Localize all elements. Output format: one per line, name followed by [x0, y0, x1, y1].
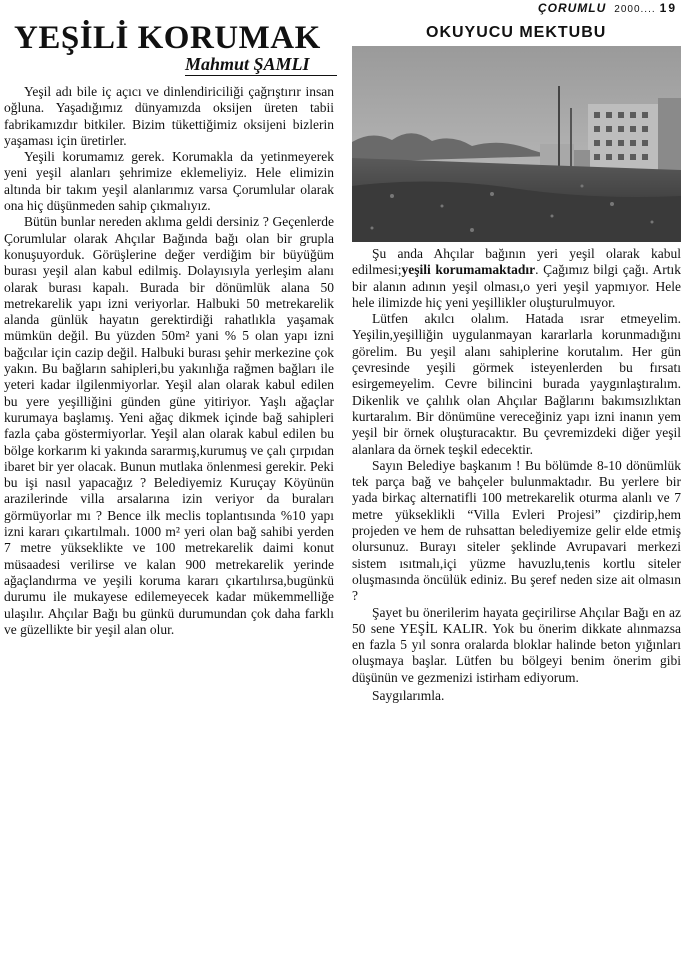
issue-year: 2000.... [614, 4, 656, 15]
article-photo [352, 46, 681, 242]
article-author: Mahmut ŞAMLI [185, 54, 310, 74]
paragraph-text: . Çağımız bilgi çağı. Artık bir alanın adının yeşil olması,o yeri yeşil yapmıyor. Hele hele ilimizde hiç yeni yeşillikler oluşturulmuyor. [352, 262, 681, 310]
body-paragraph: Yeşili korumamız gerek. Korumakla da yetinmeyerek yeni yeşil alanları şehrimize eklemeliyiz. Hele elimizin altında bir takım yeşil alanlarımız varsa Çorumlular olarak ona hiç düşünmeden sahip çıkmalıyız. [4, 149, 334, 214]
section-heading: OKUYUCU MEKTUBU [426, 24, 607, 41]
body-paragraph: Sayın Belediye başkanım ! Bu bölümde 8-10 dönümlük tek parça bağ ve bahçeler bulunmaktadır. Bu yerlere bir yada birkaç alternatifli 100 metrekarelik oturma alanlı ve 7 metre yükseklikli “Villa Evleri Projesi” çizdirip,hem projeden ve hem de ruhsattan belediyemize gelir elde etmiş olursunuz. Burayı siteler şeklinde Avrupavari merkezi sistem ısıtmalı,içi yüzme havuzlu,tenis kortlu siteler oluşmasında öncülük ediniz. Bu şeref neden size ait olmasın ? [352, 457, 681, 604]
body-paragraph: Bütün bunlar nereden aklıma geldi dersiniz ? Geçenlerde Çorumlular olarak Ahçılar Bağında bağı olan bir grupla konuşuyorduk. Görüşlerine değer verdiğim bir büyüğüm burası yeşil alan kabul edilmiş. Dolayısıyla yerleşim alanı olarak burası kapalı. Burada bir dönümlük alana 50 metrekarelik yapı izni veriyorlar. Halbuki 50 metrekarelik alanda günlük hayatın gerektirdiği rahatlıkla yaşamak mümkün değil. Bu yüzden 50m² yani % 5 olan yapı izni bağcılar için cazip değil. Halbuki burası şehir merkezine çok yakın. Bu bağların sahipleri,bu yakınlığa rağmen bağları ile yeteri kadar ilgilenmiyorlar. Yeşil alan olarak kabul edilen bu yere yeşilliğini günden güne yitiriyor. Yaşlı ağaçlar kurumaya başlamış. Yeni ağaç dikmek içinde bağ sahipleri fazla çaba göstermiyorlar. Yeşil alan olarak kabul edilen bu bölge korkarım ki yakında sararmış,kurumuş ve çalı çırpıdan ibaret bir yer olacak. Bunun mutlaka önlenmesi gerekir. Peki bu işi nasıl yapacağız ? Belediyemiz Kuruçay Köyünün arazilerinde villa arsalarına izin veriyor da buraları görmüyorlar mı ? Bence ilk meclis toplantısında %10 yapı izni kararı çıkartılmalı. 1000 m² yeri olan bağ sahibi yerden 7 metre yükseklikte ve 100 metrekarelik daimi konut müsaadesi verilirse ve kalan 900 metrekarelik yerinde ağaçlandırma ve yeşili koruma kararı çıkartılırsa,bugünkü durumu ile mukayese edilemeyecek kadar mükemmelliğe ulaşılır. Ahçılar Bağı bu günkü durumundan çok daha farklı ve güzellikte bir yeşil alan olur. [4, 214, 334, 637]
paragraph-text: Şu anda Ahçılar bağının yeri yeşil olarak kabul edilmesi; [352, 246, 681, 278]
signoff: Saygılarımla. [372, 688, 445, 704]
publication-name: ÇORUMLU [537, 1, 607, 15]
author-underline [185, 75, 337, 76]
body-paragraph: Şayet bu önerilerim hayata geçirilirse Ahçılar Bağı en az 50 sene YEŞİL KALIR. Yok bu önerim dikkate alınmazsa en fazla 5 yıl sonra oralarda bloklar halinde beton yığınları oluşmaya başlar. Lütfen bu bölgeyi benim önerim gibi düşünün ve gezmenizi istirham ediyorum. [352, 604, 681, 685]
emphasis-text: yeşili korumamaktadır [401, 262, 536, 278]
body-paragraph: Lütfen akılcı olalım. Hatada ısrar etmeyelim. Yeşilin,yeşilliğin uygulanmayan kararlarla korunmadığını görelim. Bu yeşil alanı sahiplerine korutalım. Her gün çevresinde yeşili görmek isteyenlerden bu fırsatı esirgemeyelim. Cevre bilincini burada yaygınlaştıralım. Dikenlik ve çalılık olan Ahçılar Bağlarını bakımsızlıktan kurtaralım. Bir dönümüne vereceğiniz yapı izni inanın yem yeşil bir örnek oluşturacaktır. Bu çevremizdeki diğer yeşil alanlara da örnek teşkil edecektir. [352, 311, 681, 457]
article-title: YEŞİLİ KORUMAK [14, 20, 321, 56]
left-column [4, 84, 334, 638]
page-number: 19 [659, 1, 677, 15]
body-paragraph [352, 246, 681, 311]
right-column [352, 246, 681, 704]
page-header [538, 0, 677, 16]
body-paragraph: Yeşil adı bile iç açıcı ve dinlendiriciliği çağrıştırır insan oğluna. Yaşadığımız dünyamızda oksijen üreten tabii fabrikamızdır bitkiler. Bizim tükettiğimiz oksijeni bizlerin yaşaması için üretirler. [4, 84, 334, 148]
